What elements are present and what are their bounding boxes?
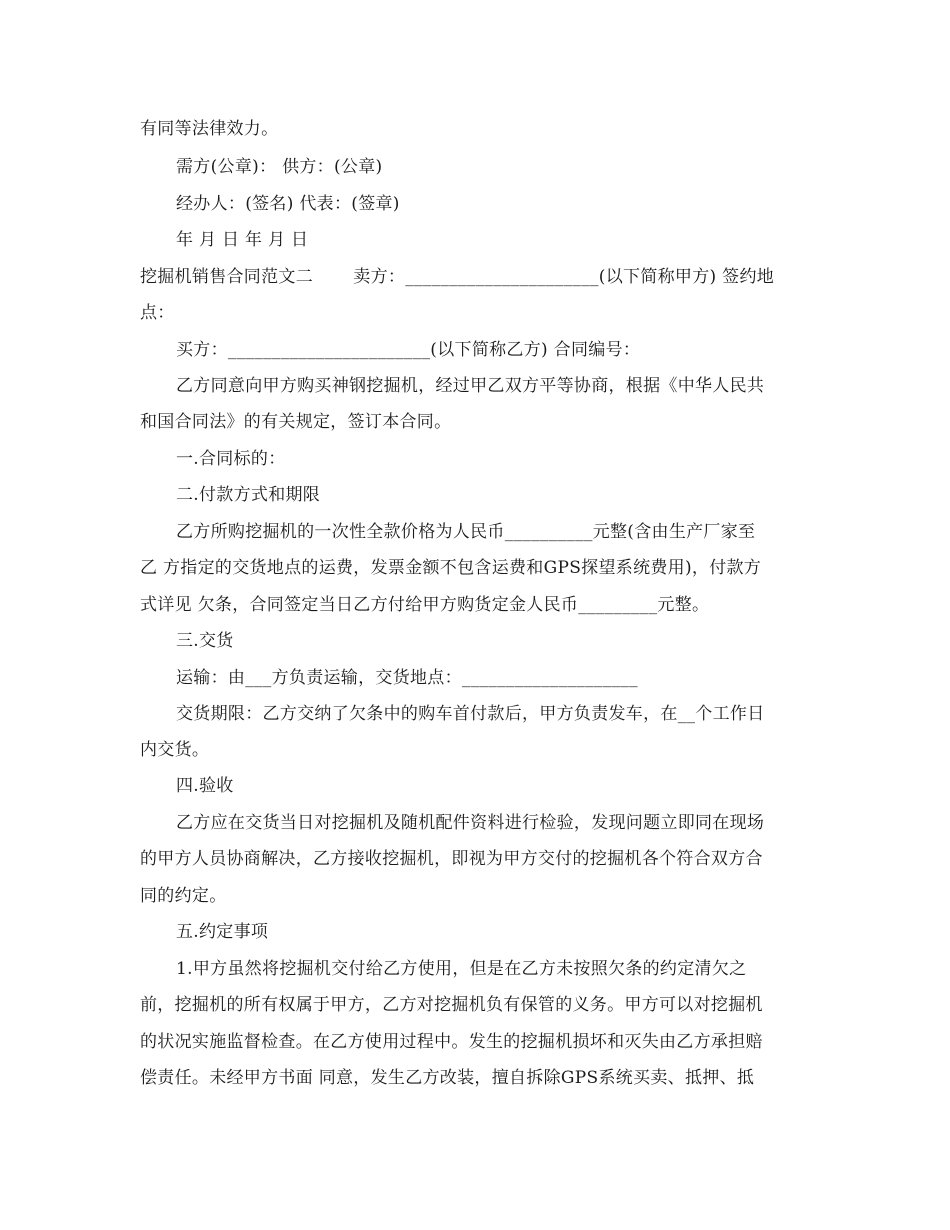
text-line: 的甲方人员协商解决，乙方接收挖掘机，即视为甲方交付的挖掘机各个符合双方合 [140, 849, 763, 869]
text-line: 需方(公章)： 供方：(公章) [176, 157, 383, 177]
text-line: 乙方应在交货当日对挖掘机及随机配件资料进行检验，发现问题立即同在现场 [176, 813, 765, 833]
text-line: 乙 方指定的交货地点的运费，发票金额不包含运费和GPS探望系统费用)，付款方 [140, 558, 762, 578]
text-line: 三.交货 [176, 631, 234, 651]
text-line: 一.合同标的： [176, 449, 286, 469]
text-line: 偿责任。未经甲方书面 同意，发生乙方改装，擅自拆除GPS系统买卖、抵押、抵 [140, 1068, 755, 1088]
text-line: 运输：由___方负责运输，交货地点：____________________ [176, 668, 638, 688]
text-line: 挖掘机销售合同范文二 卖方：______________________(以下简称甲方) 签约地 [140, 267, 775, 287]
text-line: 点： [140, 303, 175, 323]
text-line: 年 月 日 年 月 日 [176, 230, 309, 250]
text-line: 前，挖掘机的所有权属于甲方，乙方对挖掘机负有保管的义务。甲方可以对挖掘机 [140, 995, 763, 1015]
text-line: 乙方同意向甲方购买神钢挖掘机，经过甲乙双方平等协商，根据《中华人民共 [176, 376, 765, 396]
text-line: 内交货。 [140, 740, 210, 760]
text-line: 五.约定事项 [176, 922, 269, 942]
text-line: 式详见 欠条，合同签定当日乙方付给甲方购货定金人民币_________元整。 [140, 595, 710, 615]
text-line: 四.验收 [176, 776, 234, 796]
text-line: 1.甲方虽然将挖掘机交付给乙方使用，但是在乙方未按照欠条的约定清欠之 [176, 959, 747, 979]
text-line: 买方：_______________________(以下简称乙方) 合同编号： [176, 340, 641, 360]
text-line: 的状况实施监督检查。在乙方使用过程中。发生的挖掘机损坏和灭失由乙方承担赔 [140, 1032, 763, 1052]
text-line: 二.付款方式和期限 [176, 485, 321, 505]
text-line: 同的约定。 [140, 886, 227, 906]
text-line: 有同等法律效力。 [140, 119, 279, 139]
text-line: 经办人：(签名) 代表：(签章) [176, 194, 400, 214]
text-line: 和国合同法》的有关规定，签订本合同。 [140, 412, 452, 432]
text-line: 交货期限：乙方交纳了欠条中的购车首付款后，甲方负责发车，在__个工作日 [176, 704, 765, 724]
text-line: 乙方所购挖掘机的一次性全款价格为人民币__________元整(含由生产厂家至 [176, 522, 756, 542]
